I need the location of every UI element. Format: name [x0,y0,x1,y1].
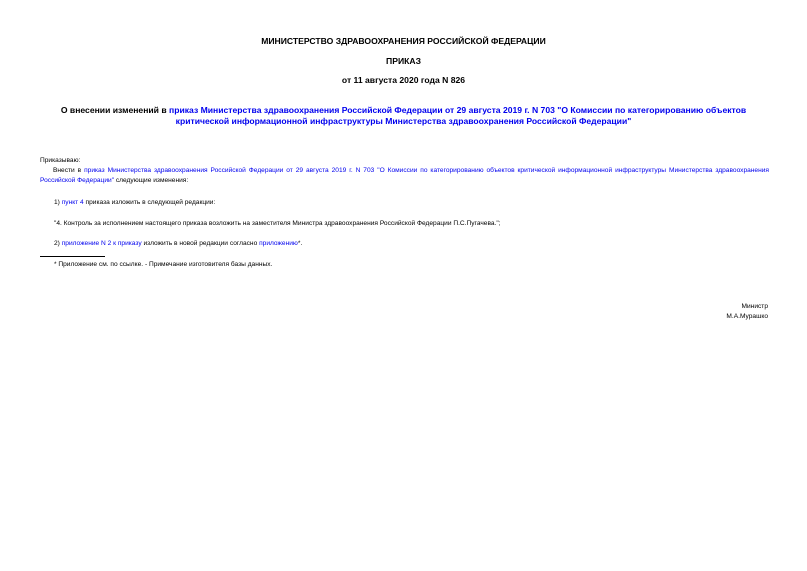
ministry-title: МИНИСТЕРСТВО ЗДРАВООХРАНЕНИЯ РОССИЙСКОЙ ФЕДЕРАЦИИ [261,36,546,46]
signature-name: М.А.Мурашко [726,313,768,320]
subject-order-link[interactable]: приказ Министерства здравоохранения Российской Федерации от 29 августа 2019 г. N 703 "О Комиссии по категорированию объектов критической информационной инфраструктуры Министерства здравоохранения Российской Федерации" [169,105,747,126]
item-2 [54,239,302,249]
item-2-appendix-link[interactable]: приложение N 2 к приказу [61,240,142,247]
document-type: ПРИКАЗ [386,56,421,66]
intro-suffix: следующие изменения: [114,177,189,184]
item-2-middle: изложить в новой редакции согласно [141,240,260,247]
intro-prefix: Внести в [53,167,85,174]
order-word: Приказываю: [40,157,81,164]
item-2-prefix: 2) [54,240,62,247]
signature-position: Министр [741,303,768,310]
subject-prefix: О внесении изменений в [60,105,170,115]
intro-order-link[interactable]: приказ Министерства здравоохранения Российской Федерации от 29 августа 2019 г. N 703 "О Комиссии по категорированию объектов критической информационной инфраструктуры Министерства здравоохранения Российской Федерации" [40,167,769,184]
item-1 [54,198,215,208]
document-date-number: от 11 августа 2020 года N 826 [341,75,466,85]
item-2-suffix: *. [297,240,303,247]
footnote-text: * Приложение см. по ссылке. - Примечание изготовителя базы данных. [54,261,273,268]
item-2-attachment-link[interactable]: приложению [259,240,298,247]
intro-paragraph [40,166,769,186]
item-1-link[interactable]: пункт 4 [61,199,84,206]
item-1-prefix: 1) [54,199,62,206]
footnote-divider [40,256,105,257]
document-subject [40,105,767,127]
quoted-paragraph: "4. Контроль за исполнением настоящего приказа возложить на заместителя Министра здравоохранения Российской Федерации П.С.Пугачева."; [54,220,501,227]
item-1-suffix: приказа изложить в следующей редакции: [83,199,216,206]
